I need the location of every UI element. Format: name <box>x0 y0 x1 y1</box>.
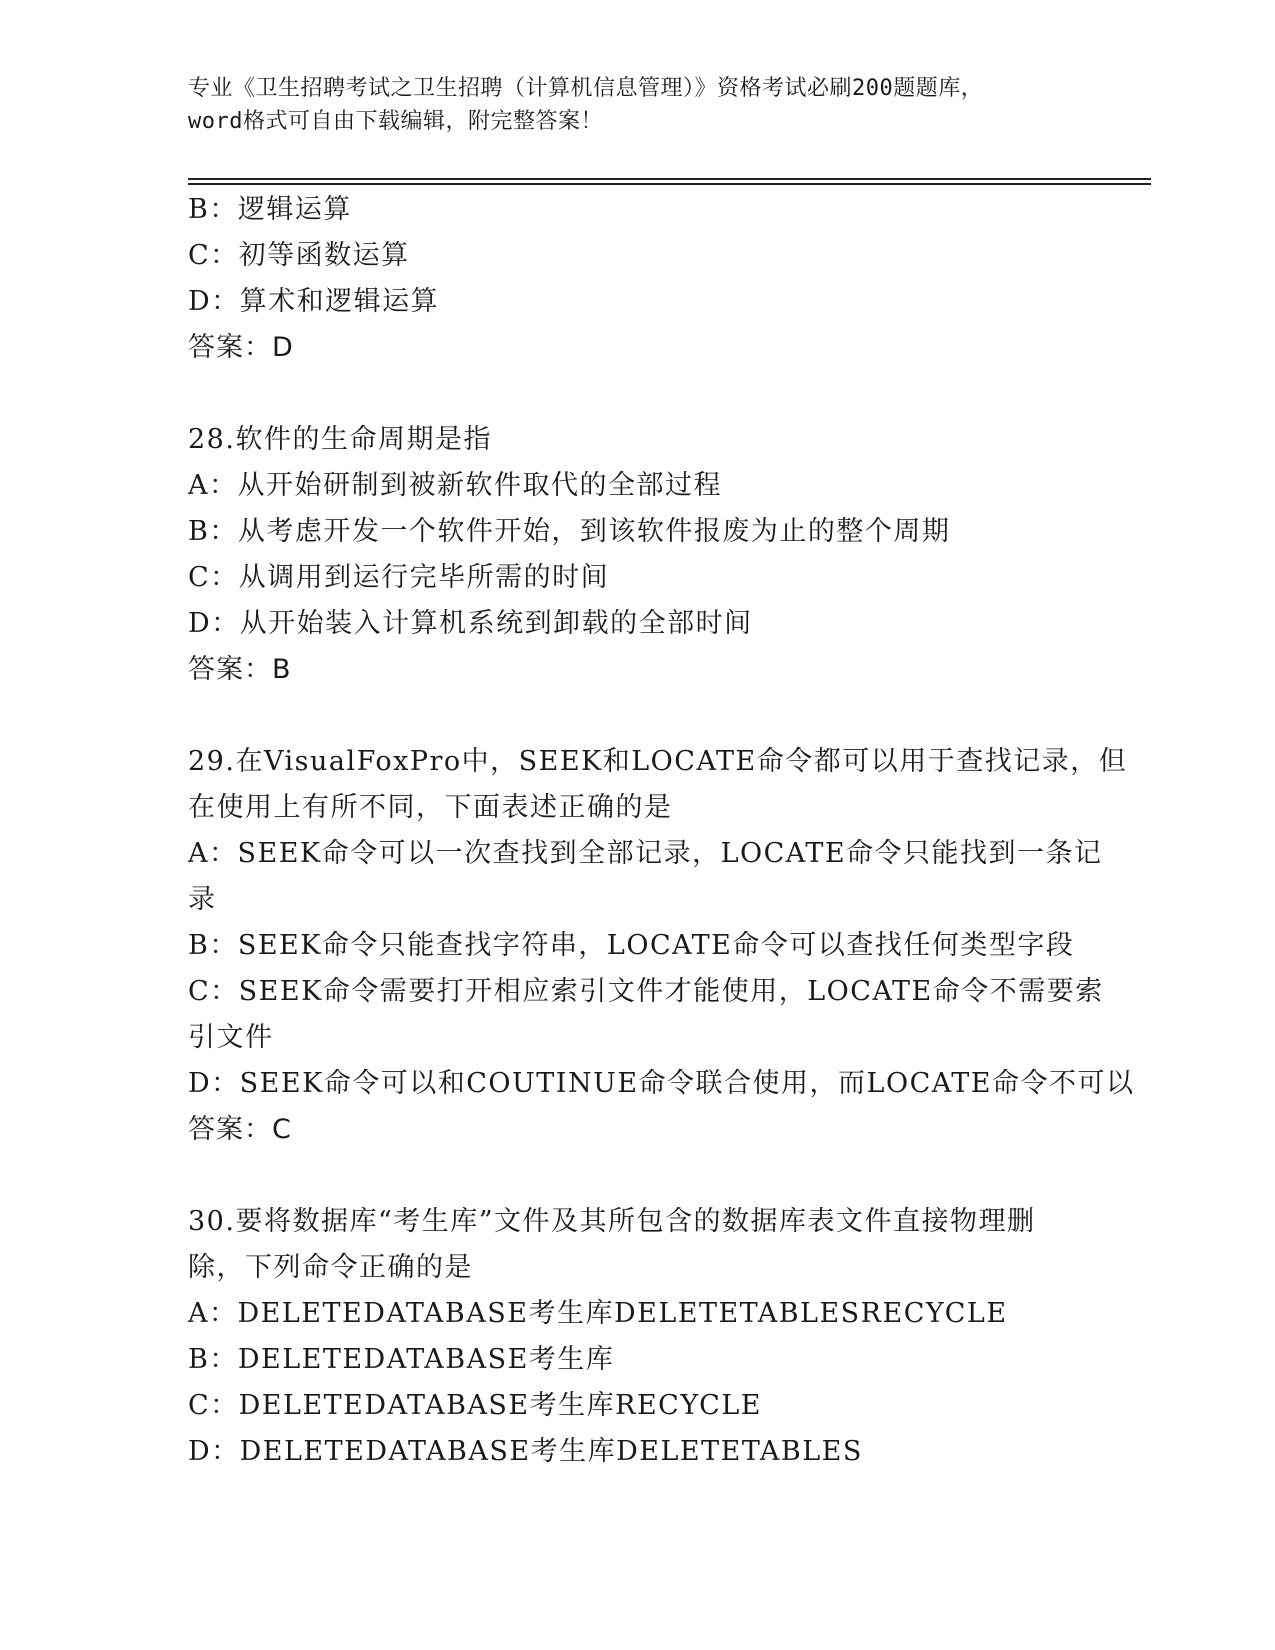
q30-stem-line-2: 除，下列命令正确的是 <box>188 1252 473 1283</box>
question-content <box>188 187 1135 1475</box>
header-line-1: 专业《卫生招聘考试之卫生招聘（计算机信息管理）》资格考试必刷200题题库， <box>188 76 984 101</box>
q28-answer: 答案：B <box>188 654 292 685</box>
q29-stem-line-2: 在使用上有所不同，下面表述正确的是 <box>188 792 673 823</box>
q30-option-b: B：DELETEDATABASE考生库 <box>188 1344 615 1375</box>
header-divider-bottom <box>188 183 1151 185</box>
q28-option-c: C：从调用到运行完毕所需的时间 <box>188 562 610 593</box>
document-header <box>188 72 1088 138</box>
q30-option-c: C：DELETEDATABASE考生库RECYCLE <box>188 1390 762 1421</box>
header-line-2: word格式可自由下载编辑，附完整答案！ <box>188 109 603 134</box>
q30-option-a: A：DELETEDATABASE考生库DELETETABLESRECYCLE <box>188 1298 1008 1329</box>
prev-answer: 答案：D <box>188 332 294 363</box>
prev-option-c: C：初等函数运算 <box>188 240 410 271</box>
q29-stem-line-1: 29.在VisualFoxPro中，SEEK和LOCATE命令都可以用于查找记录，但 <box>188 746 1128 777</box>
q28-option-b: B：从考虑开发一个软件开始，到该软件报废为止的整个周期 <box>188 516 951 547</box>
prev-option-b: B：逻辑运算 <box>188 194 352 225</box>
header-divider-top <box>188 178 1151 180</box>
prev-option-d: D：算术和逻辑运算 <box>188 286 440 317</box>
q29-option-c-line-2: 引文件 <box>188 1022 274 1053</box>
q29-option-a-line-1: A：SEEK命令可以一次查找到全部记录，LOCATE命令只能找到一条记 <box>188 838 1103 869</box>
q29-option-a-line-2: 录 <box>188 884 217 915</box>
q30-option-d: D：DELETEDATABASE考生库DELETETABLES <box>188 1436 863 1467</box>
q29-option-b: B：SEEK命令只能查找字符串，LOCATE命令可以查找任何类型字段 <box>188 930 1075 961</box>
q29-option-c-line-1: C：SEEK命令需要打开相应索引文件才能使用，LOCATE命令不需要索 <box>188 976 1104 1007</box>
q29-answer: 答案：C <box>188 1114 292 1145</box>
q28-stem: 28.软件的生命周期是指 <box>188 424 492 455</box>
q28-option-d: D：从开始装入计算机系统到卸载的全部时间 <box>188 608 753 639</box>
q28-option-a: A：从开始研制到被新软件取代的全部过程 <box>188 470 722 501</box>
q30-stem-line-1: 30.要将数据库“考生库”文件及其所包含的数据库表文件直接物理删 <box>188 1206 1036 1237</box>
q29-option-d: D：SEEK命令可以和COUTINUE命令联合使用，而LOCATE命令不可以 <box>188 1068 1135 1099</box>
